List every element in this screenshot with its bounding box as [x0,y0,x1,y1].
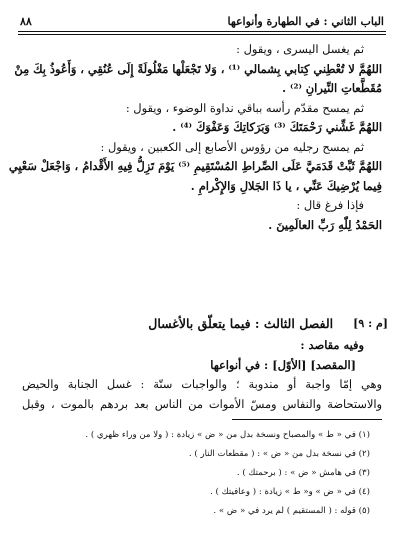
main-text [8,40,382,235]
prayer-line: فِيما يُرْضِيكَ عَنِّي ، يا ذَا الجَلالِ وَالإِكْرامِ . [190,178,382,193]
section-heading-row [22,312,388,334]
prayer-line: اللهُمَّ ثَبِّتْ قَدَمَيَّ عَلَى الصِّراطِ المُسْتَقِيمِ ⁽⁵⁾ يَوْمَ تَزِلُّ فِيهِ الأَقْدامُ ، وَاجْعَلْ سَعْيِي [8,159,382,173]
prayer-line: اللهُمَّ غَشِّني رَحْمَتَكَ ⁽³⁾ وَبَرَكاتِكَ وَعَفْوَكَ ⁽⁴⁾ . [172,120,382,134]
footnote-rule [232,419,382,420]
footnote-item: (٢) في نسخة بدل من « ض » : ( مقطعات النار ) . [188,449,370,459]
header-rule [18,31,386,32]
text-line: ثم يمسح رجليه من رؤوس الأصابع إلى الكعبين ، ويقول : [100,139,364,154]
section-text [22,336,382,414]
running-header [20,10,384,28]
prayer-line: مُقَطَّعاتِ النِّيرانِ ⁽²⁾ . [282,81,382,95]
section-subheading: [المقصد] [الأوّل] : في أنواعها [210,357,356,372]
paragraph-line: وهي إمّا واجبة أو مندوبة ؛ والواجبات ستّة : غسل الجنابة والحيض [22,377,382,391]
footnote-item: (٣) في هامش « ض » : ( برحمتك ) . [236,468,370,478]
prayer-line: اللهُمَّ لا تُعْطِني كِتابي بِشمالي ⁽¹⁾ ، وَلا تَجْعَلْها مَغْلُولَةً إِلَى عُنُقِي ، وَأَعُوذُ بِكَ مِنْ [14,61,382,76]
footnote-item: (٤) في « ض » و« ط » زيادة : ( وعافيتك ) . [210,487,370,497]
prayer-line: الحَمْدُ لِلّٰهِ رَبِّ العالَمِينَ . [268,217,382,232]
paragraph-line: والاستحاضة والنفاس ومسّ الأموات من الناس بعد بردهم بالموت ، وقبل [22,396,382,411]
footnotes [22,426,370,521]
header-rule-thin [18,34,386,35]
footnote-item: (٥) قوله : ( المستقيم ) لم يرد في « ض » . [213,506,370,516]
margin-label: [م : ٩] [353,316,388,330]
section-intro: وفيه مقاصد : [300,338,364,352]
text-line: فإذا فرغ قال : [296,198,364,212]
text-line: ثم يغسل اليسرى ، ويقول : [236,42,364,56]
footnote-item: (١) في « ط » والمصباح ونسخة بدل من « ض » زيادة : ( ولا من وراء ظهري ) . [85,430,370,440]
page-number: ٨٨ [20,15,32,28]
section-heading: الفصل الثالث : فيما يتعلّق بالأغسال [148,315,334,331]
text-line: ثم يمسح مقدّم رأسه بباقي نداوة الوضوء ، ويقول : [125,100,364,115]
chapter-title: الباب الثاني : في الطهارة وأنواعها [227,15,384,28]
